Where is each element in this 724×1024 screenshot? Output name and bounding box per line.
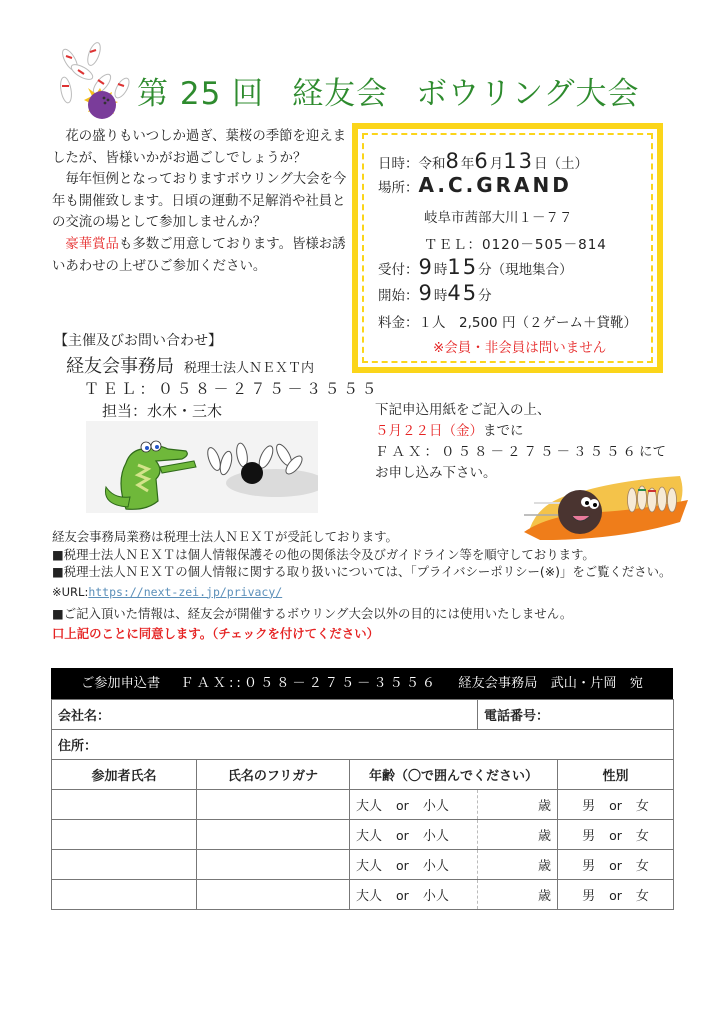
col-header-gender: 性別 bbox=[558, 760, 674, 790]
form-table bbox=[51, 699, 674, 910]
gender-select[interactable]: 男 or 女 bbox=[558, 880, 674, 910]
intro-text bbox=[52, 126, 350, 277]
age-input[interactable]: 歳 bbox=[478, 850, 558, 880]
reception-time: 受付：9時15分（現地集合） bbox=[378, 255, 573, 279]
form-header: ご参加申込書 ＦＡＸ::０５８－２７５－３５５６ 経友会事務局 武山・片岡 宛 bbox=[51, 668, 673, 699]
consent-checkbox-label[interactable]: 口上記のことに同意します。（チェックを付けてください） bbox=[52, 625, 379, 641]
col-header-furigana: 氏名のフリガナ bbox=[197, 760, 350, 790]
name-input[interactable] bbox=[52, 850, 197, 880]
venue-tel: ＴＥＬ：0120－505－814 bbox=[424, 237, 607, 253]
notice-line-3: ■税理士法人ＮＥＸＴの個人情報に関する取り扱いについては、「プライバシーポリシー(※)」をご覧ください。 bbox=[52, 564, 672, 579]
contact-person: 担当：水木・三木 bbox=[102, 402, 223, 420]
page-title bbox=[137, 68, 668, 113]
notice-line-5: ■ご記入頂いた情報は、経友会が開催するボウリング大会以外の目的には使用いたしません。 bbox=[52, 606, 573, 621]
privacy-policy-link[interactable]: https://next-zei.jp/privacy/ bbox=[88, 584, 283, 599]
title-org: 経友会 bbox=[292, 76, 389, 112]
table-row bbox=[52, 850, 674, 880]
crocodile-bowling-illustration bbox=[86, 421, 318, 513]
age-input[interactable]: 歳 bbox=[478, 820, 558, 850]
furigana-input[interactable] bbox=[197, 790, 350, 820]
contact-org-sub: 税理士法人ＮＥＸＴ内 bbox=[184, 361, 315, 376]
age-input[interactable]: 歳 bbox=[478, 880, 558, 910]
title-event: ボウリング大会 bbox=[416, 76, 640, 112]
event-place: 場所：A.C.GRAND bbox=[378, 173, 572, 197]
furigana-input[interactable] bbox=[197, 880, 350, 910]
furigana-input[interactable] bbox=[197, 820, 350, 850]
event-date: 日時：令和8年6月13日（土） bbox=[378, 149, 588, 173]
apply-deadline: ５月２２日（金）までに bbox=[375, 423, 524, 439]
membership-note: ※会員・非会員は問いません bbox=[433, 340, 607, 356]
furigana-input[interactable] bbox=[197, 850, 350, 880]
contact-heading: 【主催及びお問い合わせ】 bbox=[54, 333, 222, 349]
notice-line-2: ■税理士法人ＮＥＸＴは個人情報保護その他の関係法令及びガイドライン等を順守しております。 bbox=[52, 546, 595, 562]
notice-url: ※URL:https://next-zei.jp/privacy/ bbox=[52, 584, 283, 599]
venue-address: 岐阜市茜部大川１－７７ bbox=[424, 210, 573, 226]
notice-line-1: 経友会事務局業務は税理士法人ＮＥＸＴが受託しております。 bbox=[52, 529, 398, 544]
col-header-age: 年齢（〇で囲んでください） bbox=[350, 760, 558, 790]
table-row bbox=[52, 880, 674, 910]
company-field[interactable]: 会社名： bbox=[52, 700, 478, 730]
col-header-name: 参加者氏名 bbox=[52, 760, 197, 790]
start-time: 開始：9時45分 bbox=[378, 281, 492, 305]
name-input[interactable] bbox=[52, 820, 197, 850]
name-input[interactable] bbox=[52, 880, 197, 910]
age-class-select[interactable]: 大人 or 小人 bbox=[350, 820, 478, 850]
bowling-ball-pins-icon bbox=[52, 40, 137, 120]
age-class-select[interactable]: 大人 or 小人 bbox=[350, 790, 478, 820]
name-input[interactable] bbox=[52, 790, 197, 820]
apply-line-4: お申し込み下さい。 bbox=[375, 465, 497, 481]
application-form bbox=[51, 668, 673, 910]
apply-line-1: 下記申込用紙をご記入の上、 bbox=[375, 402, 551, 418]
age-class-select[interactable]: 大人 or 小人 bbox=[350, 850, 478, 880]
age-class-select[interactable]: 大人 or 小人 bbox=[350, 880, 478, 910]
title-edition: 第 25 回 bbox=[137, 76, 265, 112]
fee: 料金：１人 2,500 円（２ゲーム＋貸靴） bbox=[378, 315, 637, 331]
table-row bbox=[52, 820, 674, 850]
table-row bbox=[52, 790, 674, 820]
age-input[interactable]: 歳 bbox=[478, 790, 558, 820]
phone-field[interactable]: 電話番号： bbox=[478, 700, 674, 730]
gender-select[interactable]: 男 or 女 bbox=[558, 820, 674, 850]
gender-select[interactable]: 男 or 女 bbox=[558, 790, 674, 820]
intro-paragraph-3: 豪華賞品も多数ご用意しております。皆様お誘いあわせの上ぜひご参加ください。 bbox=[52, 236, 346, 274]
event-info-box bbox=[352, 123, 663, 373]
apply-fax: ＦＡＸ：０５８－２７５－３５５６にて bbox=[375, 444, 666, 460]
prize-highlight: 豪華賞品 bbox=[65, 236, 119, 252]
intro-paragraph-1: 花の盛りもいつしか過ぎ、葉桜の季節を迎えましたが、皆様いかがお過ごしでしょうか？ bbox=[52, 129, 347, 166]
contact-org: 経友会事務局 税理士法人ＮＥＸＴ内 bbox=[66, 356, 315, 377]
contact-tel: ＴＥＬ：０５８－２７５－３５５５ bbox=[84, 380, 381, 398]
intro-paragraph-2: 毎年恒例となっておりますボウリング大会を今年も開催致します。日頃の運動不足解消や社員との交流の場として参加しませんか？ bbox=[52, 172, 347, 231]
gender-select[interactable]: 男 or 女 bbox=[558, 850, 674, 880]
address-field[interactable]: 住所： bbox=[52, 730, 674, 760]
privacy-notices bbox=[52, 528, 682, 642]
